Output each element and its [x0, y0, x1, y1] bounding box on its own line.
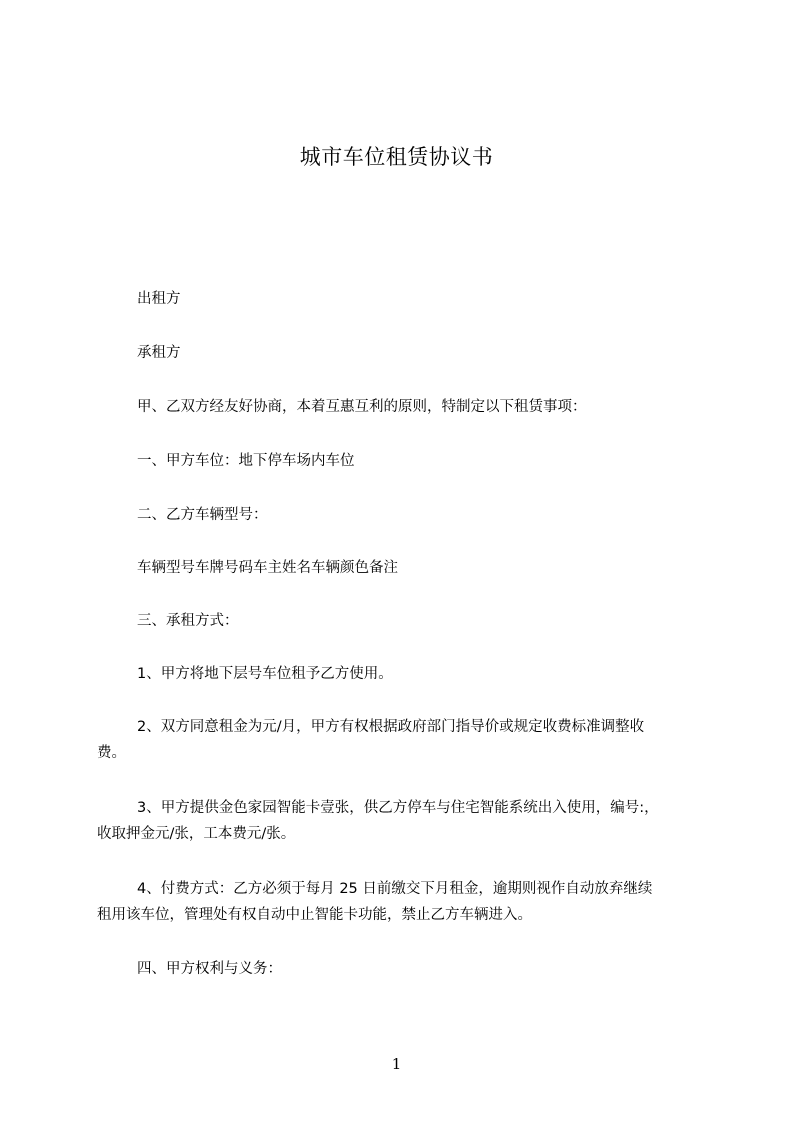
paragraph-line: 三、承租方式： — [137, 613, 239, 629]
paragraph-item-4 — [97, 876, 717, 928]
paragraph-item-3 — [97, 795, 717, 847]
paragraph-line: 费。 — [97, 745, 126, 761]
page-number: 1 — [391, 1055, 402, 1073]
paragraph-line: 1、甲方将地下层号车位租予乙方使用。 — [137, 666, 393, 682]
paragraph-line: 出租方 — [137, 291, 181, 307]
paragraph-line: 收取押金元/张，工本费元/张。 — [97, 826, 296, 842]
paragraph-line: 车辆型号车牌号码车主姓名车辆颜色备注 — [137, 560, 398, 576]
paragraph-line: 2、双方同意租金为元/月，甲方有权根据政府部门指导价或规定收费标准调整收 — [137, 719, 645, 735]
paragraph-lessor — [97, 286, 717, 312]
paragraph-item-2 — [97, 714, 717, 766]
paragraph-line: 4、付费方式：乙方必须于每月 25 日前缴交下月租金，逾期则视作自动放弃继续 — [137, 881, 653, 897]
paragraph-vehicle-fields — [97, 555, 717, 581]
paragraph-section-3 — [97, 608, 717, 634]
paragraph-line: 一、甲方车位：地下停车场内车位 — [137, 453, 355, 469]
paragraph-item-1 — [97, 661, 717, 687]
paragraph-line: 租用该车位，管理处有权自动中止智能卡功能，禁止乙方车辆进入。 — [97, 907, 532, 923]
paragraph-line: 四、甲方权利与义务： — [137, 961, 282, 977]
paragraph-line: 承租方 — [137, 345, 181, 361]
paragraph-preamble — [97, 394, 717, 420]
paragraph-section-2 — [97, 502, 717, 528]
paragraph-line: 甲、乙双方经友好协商，本着互惠互利的原则，特制定以下租赁事项： — [137, 399, 587, 415]
paragraph-lessee — [97, 340, 717, 366]
paragraph-section-1 — [97, 448, 717, 474]
paragraph-line: 3、甲方提供金色家园智能卡壹张，供乙方停车与住宅智能系统出入使用，编号:， — [137, 800, 659, 816]
paragraph-line: 二、乙方车辆型号： — [137, 507, 268, 523]
paragraph-section-4 — [97, 956, 717, 982]
document-title: 城市车位租赁协议书 — [299, 145, 494, 169]
